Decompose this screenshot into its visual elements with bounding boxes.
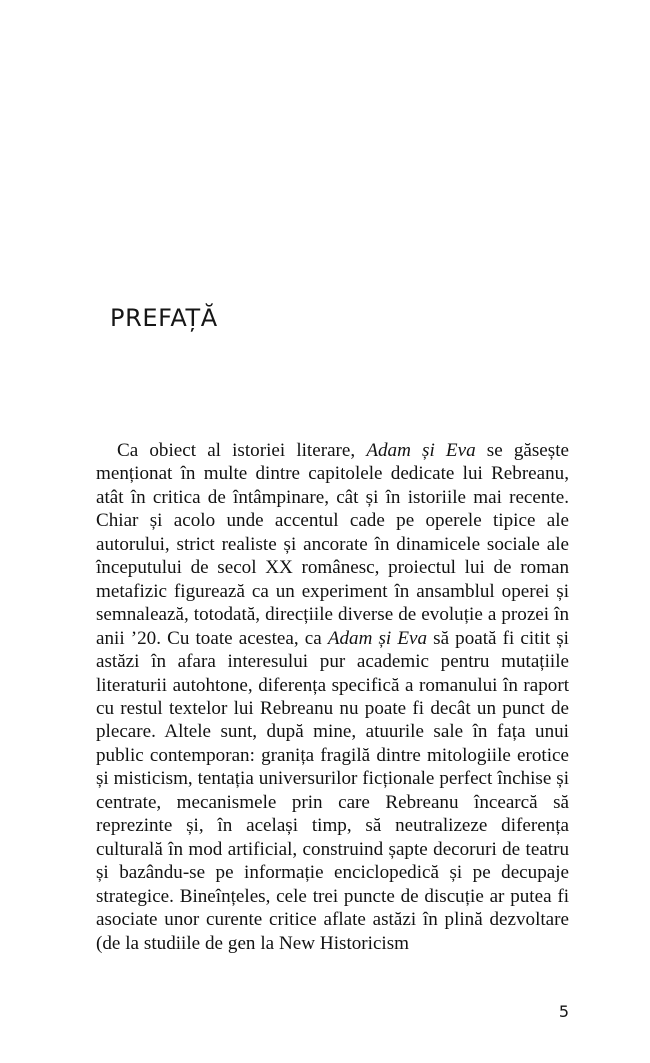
body-paragraph: Ca obiect al istoriei literare, Adam și Eva se găsește menționat în multe dintre capitolele dedicate lui Rebreanu, atât în critica de întâmpinare, cât și în istoriile mai recente. Chiar și acolo unde accentul cade pe operele tipice ale autorului, strict realiste și ancorate în dinamicele sociale ale începutului de secol XX românesc, proiectul lui de roman metafizic figurează ca un experiment în ansamblul operei și semnalează, totodată, direcțiile diverse de evoluție a prozei în anii ’20. Cu toate acestea, ca Adam și Eva să poată fi citit și astăzi în afara interesului pur academic pentru mutațiile literaturii autohtone, diferența specifică a romanului în raport cu restul textelor lui Rebreanu nu poate fi decât un punct de plecare. Altele sunt, după mine, atuurile sale în fața unui public contemporan: granița fragilă dintre mitologiile erotice și misticism, tentația universurilor ficționale perfect închise și centrate, mecanismele prin care Rebreanu încearcă să reprezinte și, în același timp, să neutralizeze diferența culturală în mod artificial, construind șapte decoruri de teatru și bazându-se pe informație enciclopedică și pe decupaje strategice. Bineînțeles, cele trei puncte de discuție ar putea fi asociate unor curente critice aflate astăzi în plină dezvoltare (de la studiile de gen la New Historicism [96,440,569,954]
novel-title-italic: Adam și Eva [327,627,428,649]
page-title: PREFAȚĂ [110,304,218,333]
novel-title-italic: Adam și Eva [366,440,476,461]
body-text-block [96,439,569,955]
page-number-folio: 5 [558,1002,569,1021]
